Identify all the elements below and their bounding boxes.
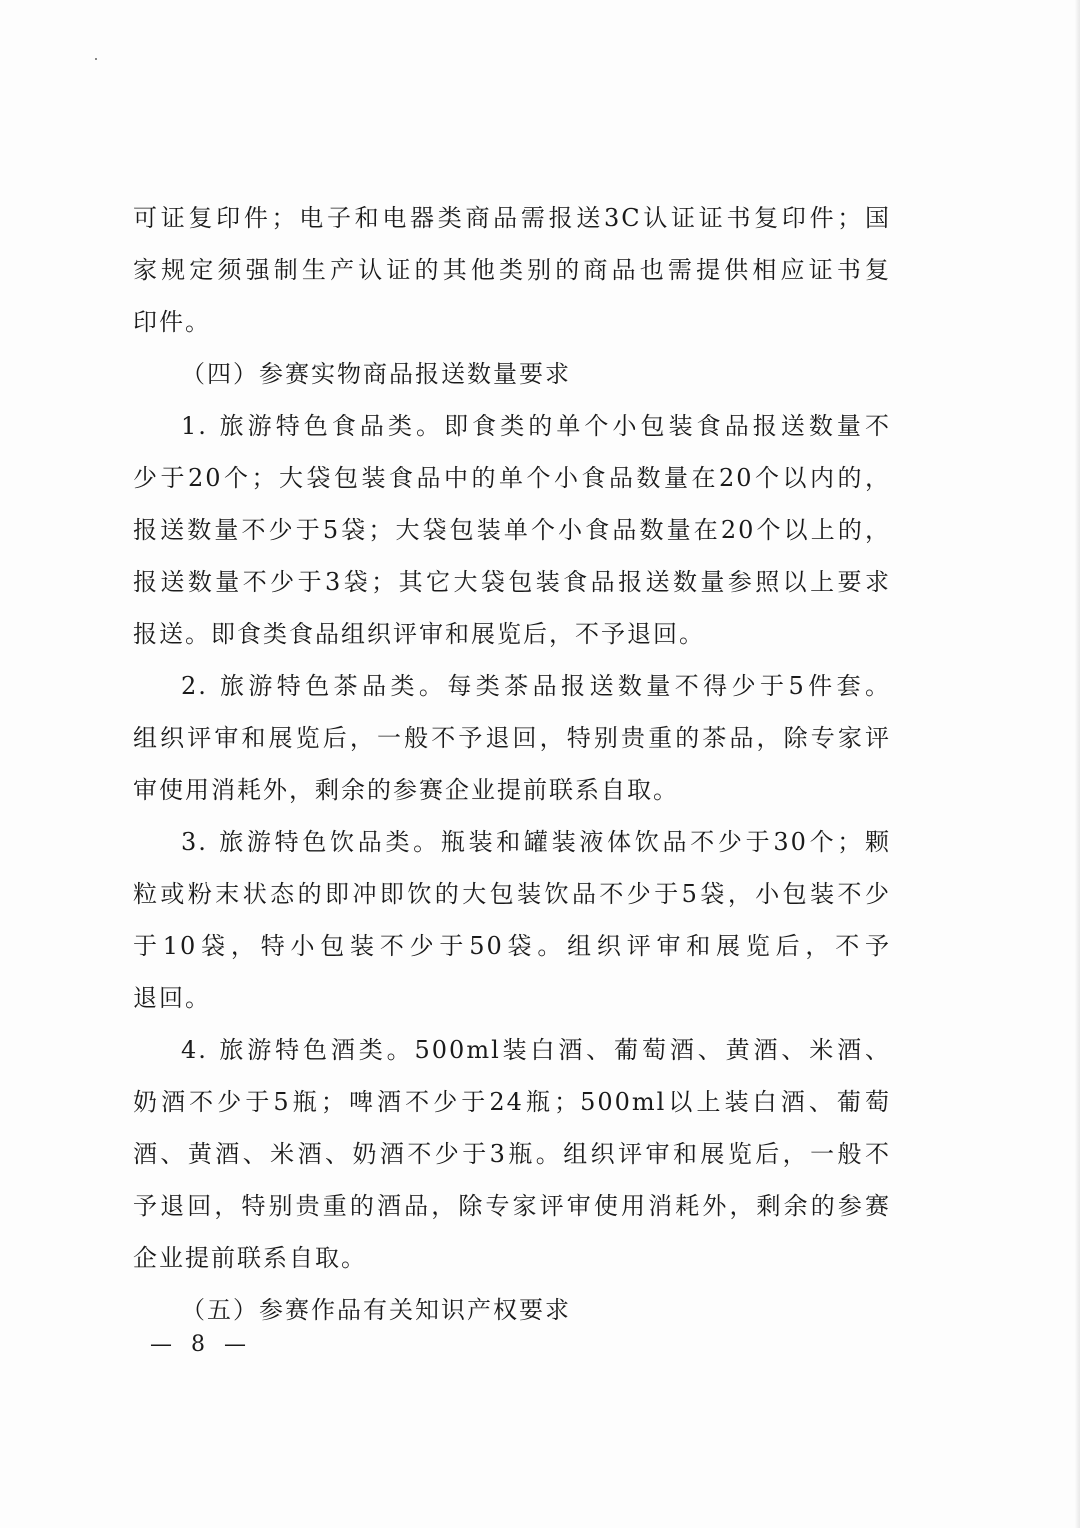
text-line: 退回。 — [133, 984, 211, 1012]
text-line: 粒或粉末状态的即冲即饮的大包装饮品不少于5袋，小包装不少 — [133, 880, 891, 908]
text-line: 于10袋，特小包装不少于50袋。组织评审和展览后，不予 — [133, 932, 891, 960]
text-line: 报送数量不少于3袋；其它大袋包装食品报送数量参照以上要求 — [133, 568, 891, 596]
scan-edge-shadow — [1074, 0, 1080, 1528]
text-line: 3. 旅游特色饮品类。瓶装和罐装液体饮品不少于30个；颗 — [181, 828, 891, 856]
text-line: 家规定须强制生产认证的其他类别的商品也需提供相应证书复 — [133, 256, 891, 284]
text-line: 印件。 — [133, 308, 211, 336]
text-line: 报送数量不少于5袋；大袋包装单个小食品数量在20个以上的， — [133, 516, 891, 544]
body-text — [133, 192, 891, 1336]
text-line: 予退回，特别贵重的酒品，除专家评审使用消耗外，剩余的参赛 — [133, 1192, 891, 1220]
section-heading: （五）参赛作品有关知识产权要求 — [181, 1296, 571, 1324]
text-line: 少于20个；大袋包装食品中的单个小食品数量在20个以内的， — [133, 464, 891, 492]
text-line: 奶酒不少于5瓶；啤酒不少于24瓶；500ml以上装白酒、葡萄 — [133, 1088, 891, 1116]
text-line: 报送。即食类食品组织评审和展览后，不予退回。 — [133, 620, 705, 648]
text-line: 组织评审和展览后，一般不予退回，特别贵重的茶品，除专家评 — [133, 724, 891, 752]
scan-speck — [95, 58, 97, 60]
section-heading: （四）参赛实物商品报送数量要求 — [181, 360, 571, 388]
text-line: 酒、黄酒、米酒、奶酒不少于3瓶。组织评审和展览后，一般不 — [133, 1140, 891, 1168]
page-number: — 8 — — [150, 1332, 252, 1357]
text-line: 2. 旅游特色茶品类。每类茶品报送数量不得少于5件套。 — [181, 672, 891, 700]
text-line: 可证复印件；电子和电器类商品需报送3C认证证书复印件；国 — [133, 204, 891, 232]
text-line: 1. 旅游特色食品类。即食类的单个小包装食品报送数量不 — [181, 412, 891, 440]
text-line: 企业提前联系自取。 — [133, 1244, 367, 1272]
text-line: 审使用消耗外，剩余的参赛企业提前联系自取。 — [133, 776, 679, 804]
text-line: 4. 旅游特色酒类。500ml装白酒、葡萄酒、黄酒、米酒、 — [181, 1036, 891, 1064]
